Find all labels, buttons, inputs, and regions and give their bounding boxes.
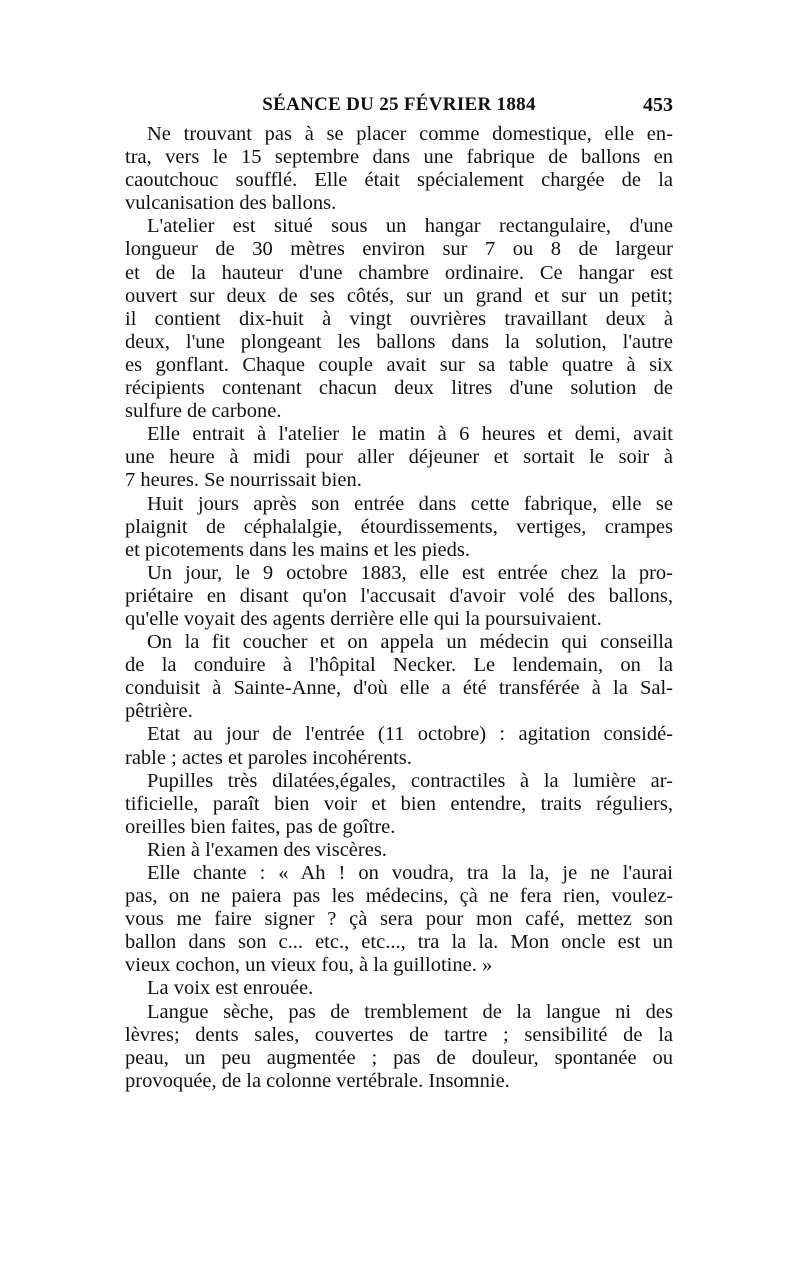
- text-line: oreilles bien faites, pas de goître.: [125, 815, 396, 838]
- text-line: Pupilles très dilatées,égales, contractiles à la lumière ar-: [147, 769, 673, 792]
- text-line: qu'elle voyait des agents derrière elle qui la poursuivaient.: [125, 607, 602, 630]
- text-line: L'atelier est situé sous un hangar rectangulaire, d'une: [147, 215, 673, 238]
- body-text: [125, 123, 673, 1093]
- text-line: 7 heures. Se nourrissait bien.: [125, 469, 362, 492]
- text-line: tra, vers le 15 septembre dans une fabrique de ballons en: [125, 146, 673, 169]
- page-number: 453: [643, 94, 673, 116]
- text-line: lèvres; dents sales, couvertes de tartre ; sensibilité de la: [125, 1023, 673, 1046]
- paragraph: [125, 423, 673, 492]
- text-line: provoquée, de la colonne vertébrale. Insomnie.: [125, 1069, 510, 1092]
- text-line: pêtrière.: [125, 700, 193, 723]
- text-line: longueur de 30 mètres environ sur 7 ou 8 de largeur: [125, 238, 673, 261]
- text-line: et picotements dans les mains et les pieds.: [125, 538, 471, 561]
- text-line: de la conduire à l'hôpital Necker. Le lendemain, on la: [125, 654, 673, 677]
- paragraph: [125, 123, 673, 215]
- text-line: Elle chante : « Ah ! on voudra, tra la la, je ne l'aurai: [147, 862, 673, 884]
- text-line: pas, on ne paiera pas les médecins, çà ne fera rien, voulez-: [125, 885, 673, 908]
- text-line: sulfure de carbone.: [125, 400, 282, 423]
- text-line: Langue sèche, pas de tremblement de la langue ni des: [147, 1000, 673, 1023]
- text-line: conduisit à Sainte-Anne, d'où elle a été transférée à la Sal-: [125, 677, 673, 700]
- text-line: vieux cochon, un vieux fou, à la guillotine. »: [125, 954, 493, 977]
- text-line: La voix est enrouée.: [147, 977, 314, 1000]
- text-line: et de la hauteur d'une chambre ordinaire. Ce hangar est: [125, 261, 673, 284]
- text-line: vulcanisation des ballons.: [125, 192, 337, 215]
- text-line: caoutchouc soufflé. Elle était spécialement chargée de la: [125, 169, 673, 192]
- text-line: une heure à midi pour aller déjeuner et sortait le soir à: [125, 446, 673, 469]
- paragraph: [125, 723, 673, 769]
- text-line: Elle entrait à l'atelier le matin à 6 heures et demi, avait: [147, 423, 673, 446]
- text-line: priétaire en disant qu'on l'accusait d'avoir volé des ballons,: [125, 584, 673, 607]
- text-line: deux, l'une plongeant les ballons dans la solution, l'autre: [125, 330, 673, 353]
- text-line: Un jour, le 9 octobre 1883, elle est entrée chez la pro-: [147, 561, 673, 584]
- text-line: ballon dans son c... etc., etc..., tra la la. Mon oncle est un: [125, 931, 673, 954]
- text-line: ouvert sur deux de ses côtés, sur un grand et sur un petit;: [125, 284, 673, 307]
- paragraph: [125, 862, 673, 977]
- paragraph: [125, 1001, 673, 1093]
- paragraph: [125, 631, 673, 723]
- paragraph: [125, 977, 673, 1000]
- text-line: peau, un peu augmentée ; pas de douleur, spontanée ou: [125, 1046, 673, 1069]
- text-line: rable ; actes et paroles incohérents.: [125, 746, 412, 769]
- paragraph: [125, 562, 673, 631]
- text-line: vous me faire signer ? çà sera pour mon café, mettez son: [125, 908, 673, 931]
- text-line: On la fit coucher et on appela un médecin qui conseilla: [147, 631, 673, 654]
- paragraph: [125, 493, 673, 562]
- text-line: es gonflant. Chaque couple avait sur sa table quatre à six: [125, 353, 673, 376]
- text-line: Huit jours après son entrée dans cette fabrique, elle se: [147, 492, 673, 515]
- paragraph: [125, 839, 673, 862]
- text-line: tificielle, paraît bien voir et bien entendre, traits réguliers,: [125, 792, 673, 815]
- running-title: SÉANCE DU 25 FÉVRIER 1884: [262, 94, 536, 115]
- text-line: récipients contenant chacun deux litres d'une solution de: [125, 377, 673, 400]
- text-line: il contient dix-huit à vingt ouvrières travaillant deux à: [125, 307, 673, 330]
- running-head: [125, 94, 673, 122]
- text-line: plaignit de céphalalgie, étourdissements, vertiges, crampes: [125, 515, 673, 538]
- text-line: Ne trouvant pas à se placer comme domestique, elle en-: [147, 123, 673, 145]
- paragraph: [125, 215, 673, 423]
- paragraph: [125, 770, 673, 839]
- text-line: Rien à l'examen des viscères.: [147, 838, 387, 861]
- text-line: Etat au jour de l'entrée (11 octobre) : agitation considé-: [147, 723, 673, 746]
